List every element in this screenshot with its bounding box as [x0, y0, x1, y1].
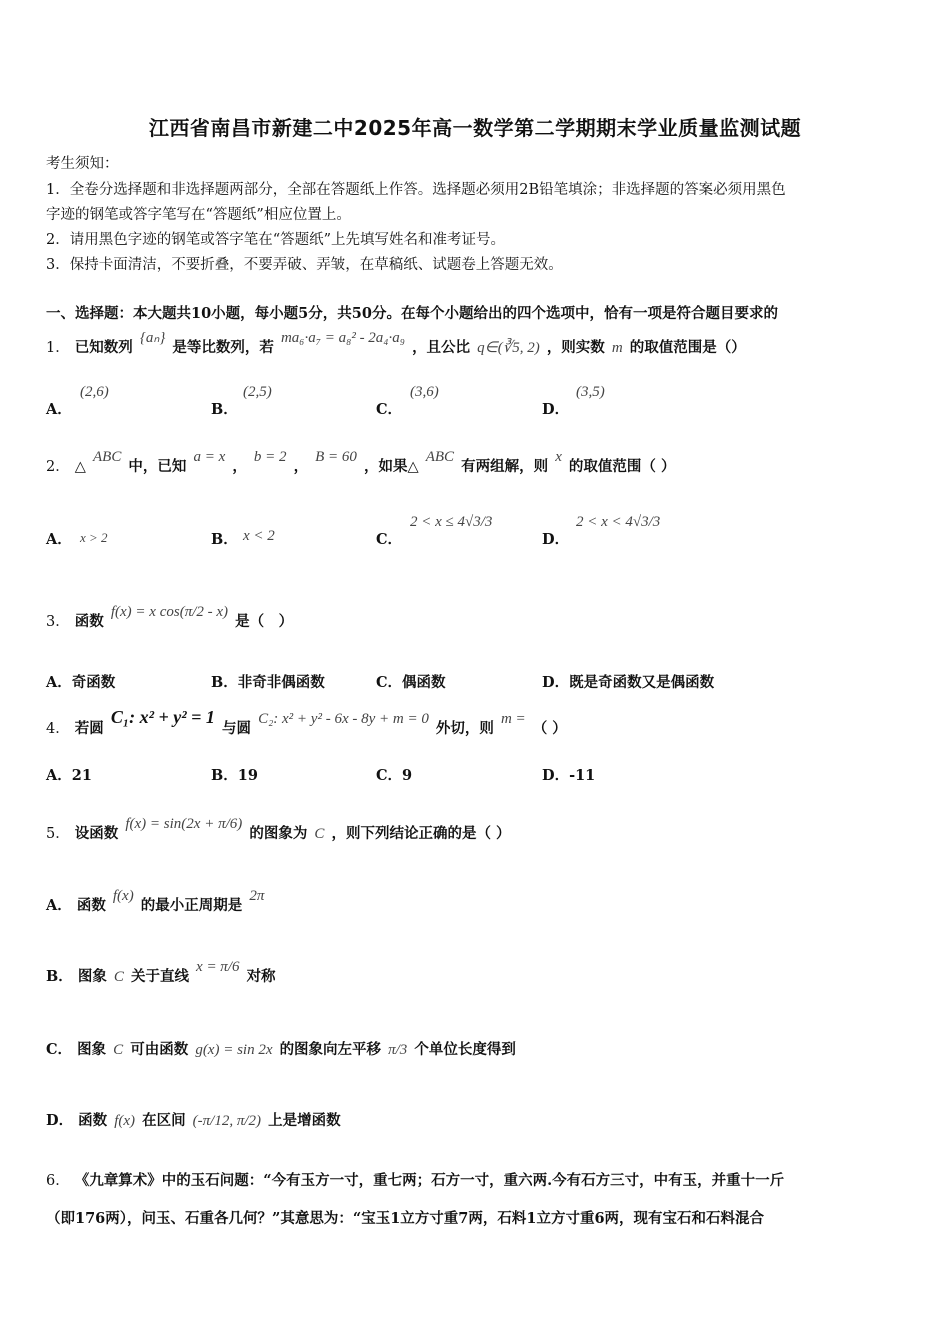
math-expression: f(x) = sin(2x + π/6) [125, 816, 243, 832]
question-3 [46, 604, 294, 631]
question-number: 6． [46, 1173, 70, 1189]
q5-option-d: D． 函数 f(x) 在区间 (-π/12, π/2) 上是增函数 [46, 1112, 341, 1129]
math-expression: x = π/6 [196, 959, 240, 975]
math-expression: x [555, 449, 562, 465]
option-b: B． [211, 401, 238, 418]
math-expression: q∈(∛5, 2) [477, 340, 540, 356]
notes-item: 3．保持卡面清洁，不要折叠，不要弄破、弄皱，在草稿纸、试题卷上答题无效。 [46, 257, 563, 273]
option-a: A．21 [46, 767, 92, 784]
option-a-value: (2,6) [80, 384, 109, 400]
option-b: B．非奇非偶函数 [211, 674, 325, 691]
option-d: D． [542, 531, 570, 548]
question-6 [46, 1169, 784, 1190]
option-c-value: (3,6) [410, 384, 439, 400]
question-text: 外切，则 [435, 720, 494, 737]
option-c: C．偶函数 [376, 674, 446, 691]
question-number: 5． [46, 826, 70, 842]
math-expression: m = [500, 711, 526, 727]
math-expression: 2π [249, 888, 265, 904]
question-number: 4． [46, 721, 70, 737]
question-text: 设函数 [74, 825, 119, 842]
question-text: ， [232, 458, 247, 475]
option-b: B． [211, 531, 238, 548]
math-expression: a = x [193, 449, 226, 465]
math-expression: f(x) [114, 1113, 136, 1129]
option-a: A． [46, 531, 72, 548]
question-text: （ ） [532, 720, 567, 737]
option-b-value: x < 2 [243, 528, 275, 544]
question-text: ，且公比 [412, 339, 471, 356]
q5-option-b: B． 图象 C 关于直线 x = π/6 对称 [46, 959, 276, 985]
math-expression: ma₆·a₇ = a₈² - 2a₄·a₉ [280, 330, 405, 346]
question-text: 中，已知 [128, 458, 187, 475]
option-a: A． [46, 401, 72, 418]
question-number: 3． [46, 614, 70, 630]
question-text: 是（ ） [235, 613, 294, 630]
math-expression: f(x) [112, 888, 134, 904]
math-expression: C [113, 969, 124, 985]
question-text: 的取值范围（ ） [568, 458, 676, 475]
question-2 [46, 449, 676, 476]
option-b-value: (2,5) [243, 384, 272, 400]
notes-heading: 考生须知： [46, 156, 119, 172]
question-text: △ [74, 458, 86, 475]
option-c: C．9 [376, 767, 413, 784]
question-6-cont: （即176两），问玉、石重各几何？”其意思为：“宝玉1立方寸重7两，石料1立方寸重6两，现有宝石和石料混合 [46, 1210, 765, 1227]
section-heading: 一、选择题：本大题共10小题，每小题5分，共50分。在每个小题给出的四个选项中，恰有一项是符合题目要求的 [46, 305, 778, 322]
option-b: B．19 [211, 767, 258, 784]
question-text: 已知数列 [74, 339, 133, 356]
option-a-value: x > 2 [80, 530, 108, 545]
option-d: D．既是奇函数又是偶函数 [542, 674, 715, 691]
option-c-value: 2 < x ≤ 4√3/3 [410, 514, 493, 530]
question-text: ，则下列结论正确的是（ ） [331, 825, 511, 842]
question-4 [46, 707, 567, 738]
question-text: 《九章算术》中的玉石问题：“今有玉方一寸，重七两；石方一寸，重六两.今有石方三寸，中有玉，并重十一斤 [74, 1172, 785, 1189]
math-expression: g(x) = sin 2x [195, 1042, 273, 1058]
question-text: 函数 [74, 613, 104, 630]
question-text: 与圆 [222, 720, 251, 737]
math-expression: ABC [93, 449, 122, 465]
math-expression: C₁: x² + y² = 1 [110, 707, 215, 727]
page-title: 江西省南昌市新建二中2025年高一数学第二学期期末学业质量监测试题 [148, 116, 802, 140]
option-d: D．-11 [542, 767, 596, 784]
question-number: 1． [46, 340, 70, 356]
question-text: ， [293, 458, 309, 475]
option-a: A．奇函数 [46, 674, 116, 691]
q5-option-a: A． 函数 f(x) 的最小正周期是 2π [46, 888, 265, 914]
math-expression: ABC [425, 449, 455, 465]
math-expression: f(x) = x cos(π/2 - x) [110, 604, 229, 620]
question-text: 是等比数列，若 [172, 339, 274, 356]
math-expression: C [314, 826, 325, 842]
question-text: 的图象为 [249, 825, 308, 842]
option-d-value: 2 < x < 4√3/3 [576, 514, 661, 530]
question-text: 若圆 [74, 720, 104, 737]
question-text: ，则实数 [546, 339, 605, 356]
question-5 [46, 816, 511, 843]
question-text: 有两组解，则 [461, 458, 549, 475]
question-1 [46, 330, 746, 357]
math-expression: b = 2 [253, 449, 287, 465]
question-text: ，如果△ [364, 458, 419, 475]
question-number: 2． [46, 459, 70, 475]
notes-item: 字迹的钢笔或答字笔写在“答题纸”相应位置上。 [46, 207, 351, 223]
option-c: C． [376, 401, 403, 418]
question-text: 的取值范围是（） [629, 339, 746, 356]
option-d-value: (3,5) [576, 384, 605, 400]
math-expression: C₂: x² + y² - 6x - 8y + m = 0 [258, 711, 429, 727]
math-expression: {aₙ} [139, 330, 166, 346]
option-c: C． [376, 531, 403, 548]
math-expression: B = 60 [315, 449, 357, 465]
q5-option-c: C． 图象 C 可由函数 g(x) = sin 2x 的图象向左平移 π/3 个单位长度得到 [46, 1041, 516, 1058]
notes-item: 2．请用黑色字迹的钢笔或答字笔在“答题纸”上先填写姓名和准考证号。 [46, 232, 506, 248]
option-d: D． [542, 401, 570, 418]
math-expression: (-π/12, π/2) [192, 1113, 262, 1129]
math-expression: m [611, 340, 623, 356]
math-expression: π/3 [388, 1042, 408, 1058]
notes-item: 1．全卷分选择题和非选择题两部分，全部在答题纸上作答。选择题必须用2B铅笔填涂；非选择题的答案必须用黑色 [46, 182, 786, 198]
math-expression: C [113, 1042, 124, 1058]
